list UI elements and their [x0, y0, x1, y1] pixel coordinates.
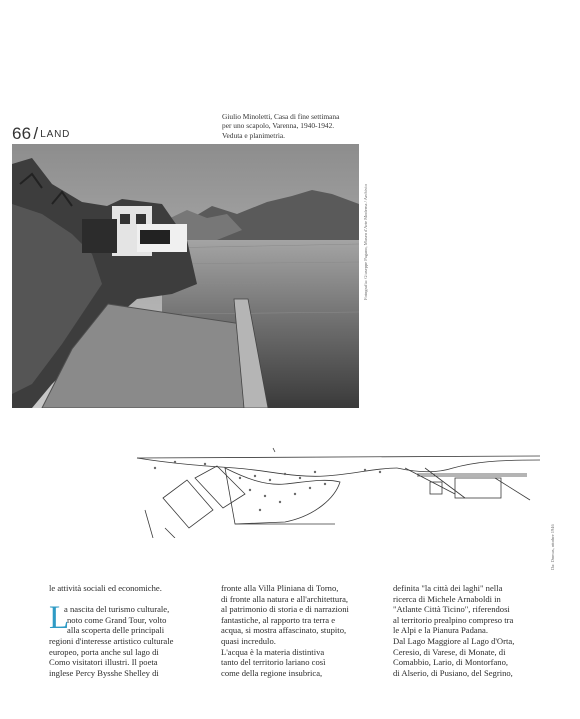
figure-caption: [222, 112, 372, 140]
text-line: di fronte alla natura e all'architettura,: [221, 593, 349, 604]
text-line: al patrimonio di storia e di narrazioni: [221, 604, 349, 615]
text-line: europeo, porta anche sul lago di: [49, 646, 159, 657]
text-line: le attività sociali ed economiche.: [49, 583, 162, 593]
text-line: acqua, si mostra affascinato, stupito,: [221, 625, 347, 636]
text-line: fantastiche, al rapporto tra terra e: [221, 614, 336, 625]
section-name: LAND: [40, 129, 71, 140]
text-column-1: [49, 583, 199, 678]
text-line: le Alpi e la Pianura Padana.: [393, 625, 488, 636]
plan-credit: Da: Domus, ottobre 1946: [550, 524, 555, 570]
text-line: Comabbio, Lario, di Montorfano,: [393, 657, 509, 668]
text-line: Ceresio, di Varese, di Monate, di: [393, 646, 506, 657]
photo-credit: Fotografia: Giuseppe Pagano, Museo d'Arte Moderna / Archivio: [363, 184, 368, 300]
drop-cap: L: [49, 600, 70, 636]
text-line: noto come Grand Tour, volto: [67, 614, 167, 625]
text-line: definita "la città dei laghi" nella: [393, 583, 503, 593]
text-line: al territorio prealpino compreso tra: [393, 614, 514, 625]
text-line: ricerca di Michele Arnaboldi in: [393, 593, 501, 604]
text-line: Como visitatori illustri. Il poeta: [49, 657, 158, 668]
text-line: Dal Lago Maggiore al Lago d'Orta,: [393, 635, 515, 646]
text-line: quasi incredulo.: [221, 635, 276, 646]
page-folio: [12, 124, 70, 144]
caption-line-3: Veduta e planimetria.: [222, 130, 285, 140]
text-line: alla scoperta delle principali: [67, 625, 165, 636]
text-line: tanto del territorio lariano così: [221, 657, 326, 668]
page-number: 66: [12, 124, 32, 143]
text-column-3: [393, 583, 543, 678]
text-column-2: [221, 583, 371, 678]
text-line: come della regione insubrica,: [221, 667, 323, 678]
caption-line-2: per uno scapolo, Varenna, 1940-1942.: [222, 121, 335, 131]
text-line: fronte alla Villa Pliniana di Torno,: [221, 583, 339, 593]
site-plan-drawing: [135, 438, 543, 538]
text-line: di Alserio, di Pusiano, del Segrino,: [393, 667, 513, 678]
text-line: "Atlante Città Ticino", riferendosi: [393, 604, 510, 615]
lake-villa-photo: [12, 144, 359, 408]
text-line: L'acqua è la materia distintiva: [221, 646, 325, 657]
text-line: regioni d'interesse artistico culturale: [49, 635, 174, 646]
caption-line-1: Giulio Minoletti, Casa di fine settimana: [222, 112, 340, 121]
text-line: a nascita del turismo culturale,: [64, 604, 170, 615]
folio-separator: /: [33, 124, 39, 143]
text-line: inglese Percy Bysshe Shelley di: [49, 667, 159, 678]
